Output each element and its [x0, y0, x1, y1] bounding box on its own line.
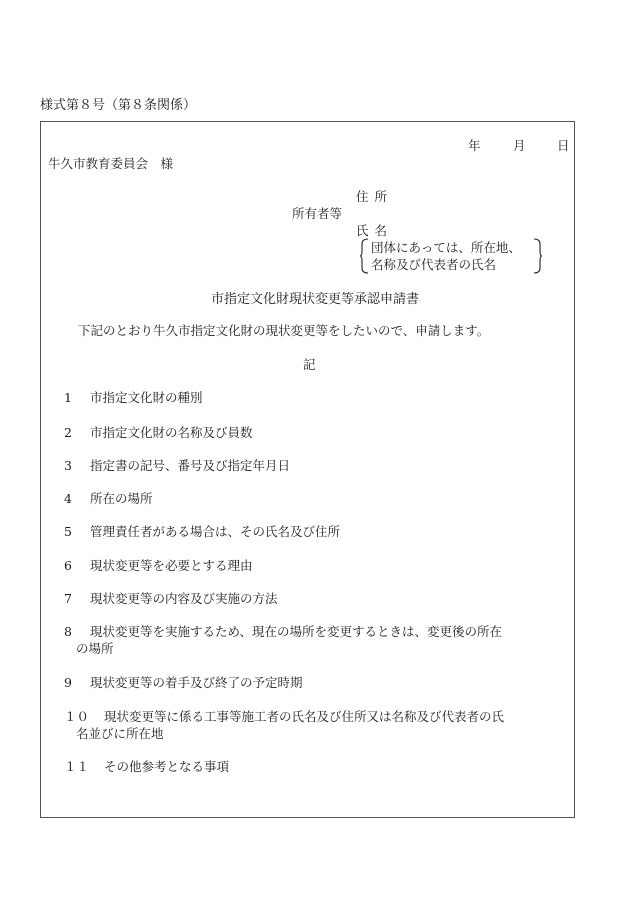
- item-continuation: 名並びに所在地: [76, 726, 164, 741]
- list-item: [64, 711, 504, 724]
- item-text: 現状変更等に係る工事等施工者の氏名及び住所又は名称及び代表者の氏: [104, 709, 505, 724]
- name-label: 氏名: [356, 223, 394, 238]
- item-continuation: の場所: [76, 641, 114, 656]
- item-number: 5: [64, 524, 72, 539]
- owner-label: 所有者等: [292, 206, 343, 221]
- item-number: 7: [64, 591, 72, 606]
- list-item: [64, 626, 502, 639]
- item-text: 指定書の記号、番号及び指定年月日: [90, 458, 291, 473]
- item-number: 2: [64, 425, 72, 440]
- list-item: [64, 526, 340, 539]
- note-line-2: 名称及び代表者の氏名: [371, 257, 497, 272]
- intro-text: 下記のとおり牛久市指定文化財の現状変更等をしたいので、申請します。: [78, 323, 490, 338]
- date-year-label: 年: [468, 138, 481, 153]
- item-number: 4: [64, 491, 72, 506]
- addressee: 牛久市教育委員会 様: [48, 156, 174, 171]
- document-title: 市指定文化財現状変更等承認申請書: [210, 292, 419, 307]
- item-text: 現状変更等を必要とする理由: [90, 558, 253, 573]
- item-text: 現状変更等を実施するため、現在の場所を変更するときは、変更後の所在: [90, 624, 503, 639]
- item-number: 8: [64, 624, 72, 639]
- list-item: [64, 427, 253, 440]
- list-item: [64, 493, 153, 506]
- item-text: 現状変更等の着手及び終了の予定時期: [90, 675, 303, 690]
- item-text: 市指定文化財の名称及び員数: [90, 425, 253, 440]
- address-label: 住所: [356, 189, 394, 204]
- item-text: 現状変更等の内容及び実施の方法: [90, 591, 278, 606]
- item-number: １０: [64, 709, 90, 724]
- item-text: 管理責任者がある場合は、その氏名及び住所: [90, 524, 341, 539]
- item-number: 9: [64, 675, 72, 690]
- list-item: [64, 593, 278, 606]
- list-item: [64, 392, 203, 405]
- note-line-1: 団体にあっては、所在地、: [371, 240, 521, 255]
- item-number: 3: [64, 458, 72, 473]
- item-number: 1: [64, 390, 72, 405]
- form-number-label: 様式第８号（第８条関係）: [40, 98, 197, 113]
- ki-heading: 記: [303, 357, 316, 372]
- item-number: １１: [64, 759, 90, 774]
- item-text: 市指定文化財の種別: [90, 390, 203, 405]
- date-day-label: 日: [557, 138, 570, 153]
- date-month-label: 月: [513, 138, 526, 153]
- list-item: [64, 560, 253, 573]
- item-text: その他参考となる事項: [104, 759, 230, 774]
- list-item: [64, 761, 229, 774]
- item-text: 所在の場所: [90, 491, 153, 506]
- item-number: 6: [64, 558, 72, 573]
- list-item: [64, 460, 290, 473]
- list-item: [64, 677, 303, 690]
